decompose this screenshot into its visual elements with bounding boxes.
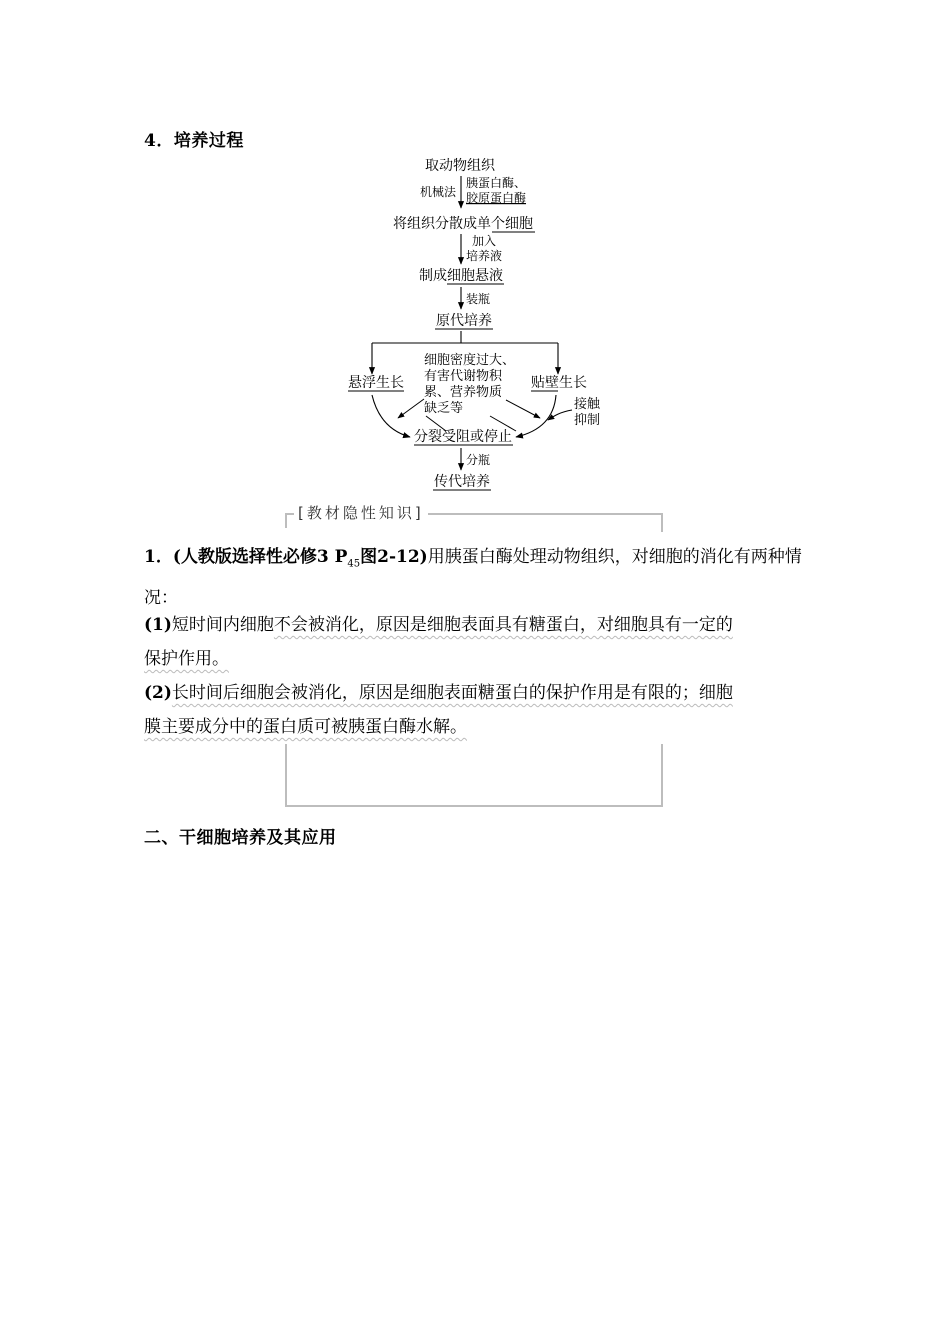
flow-condition-2: 有害代谢物积 bbox=[424, 369, 503, 384]
flow-add-2: 培养液 bbox=[466, 249, 503, 263]
knowledge-answer-1 bbox=[144, 608, 809, 676]
flow-add-1: 加入 bbox=[472, 234, 497, 248]
knowledge-question bbox=[144, 540, 809, 615]
question-text: 用胰蛋白酶处理动物组织，对细胞的消化有两种情况： bbox=[144, 547, 802, 609]
flow-method-mechanical: 机械法 bbox=[419, 185, 456, 199]
flow-condition-4: 缺乏等 bbox=[424, 401, 464, 416]
flow-step-4: 原代培养 bbox=[436, 313, 492, 329]
answer-1-start: 短时间内细胞 bbox=[171, 615, 274, 635]
culture-process-flowchart bbox=[340, 150, 620, 500]
section-4-heading: 4．培养过程 bbox=[144, 131, 244, 151]
flow-suspension-growth: 悬浮生长 bbox=[348, 375, 404, 391]
flow-enzyme-2: 胶原蛋白酶 bbox=[466, 191, 527, 205]
answer-2-start: 长时间后细胞会被消化，原因是细胞表面糖蛋白的保护作用是有限的；细胞 bbox=[171, 683, 733, 703]
flow-step-3: 制成细胞悬液 bbox=[419, 268, 503, 284]
answer-1-end: 保护作用。 bbox=[144, 649, 229, 669]
flow-split: 分瓶 bbox=[466, 453, 491, 467]
flow-enzyme-1: 胰蛋白酶、 bbox=[466, 176, 527, 190]
flow-step-5: 分裂受阻或停止 bbox=[414, 429, 512, 445]
flow-condition-1: 细胞密度过大、 bbox=[424, 353, 516, 368]
answer-1-highlight: 不会被消化，原因是细胞表面具有糖蛋白，对细胞具有一定的 bbox=[273, 615, 733, 635]
flow-bottle: 装瓶 bbox=[466, 292, 491, 306]
question-prefix: 1．(人教版选择性必修3 P bbox=[144, 547, 348, 567]
flow-contact-1: 接触 bbox=[574, 397, 601, 412]
answer-2-number: (2) bbox=[144, 683, 172, 703]
flow-contact-2: 抑制 bbox=[574, 413, 601, 428]
flow-adherent-growth: 贴壁生长 bbox=[531, 375, 587, 391]
page-subscript: 45 bbox=[347, 558, 361, 570]
figure-ref: 图2-12) bbox=[360, 547, 428, 567]
flow-step-6: 传代培养 bbox=[434, 474, 490, 490]
flow-condition-3: 累、营养物质 bbox=[424, 385, 503, 400]
knowledge-answer-2 bbox=[144, 676, 809, 744]
answer-2-end: 膜主要成分中的蛋白质可被胰蛋白酶水解。 bbox=[144, 717, 467, 737]
answer-1-number: (1) bbox=[144, 615, 172, 635]
flow-step-1: 取动物组织 bbox=[425, 158, 495, 174]
flow-step-2: 将组织分散成单个细胞 bbox=[393, 216, 533, 232]
section-2-heading: 二、干细胞培养及其应用 bbox=[144, 828, 337, 848]
knowledge-box-title: [教材隐性知识] bbox=[294, 502, 428, 523]
